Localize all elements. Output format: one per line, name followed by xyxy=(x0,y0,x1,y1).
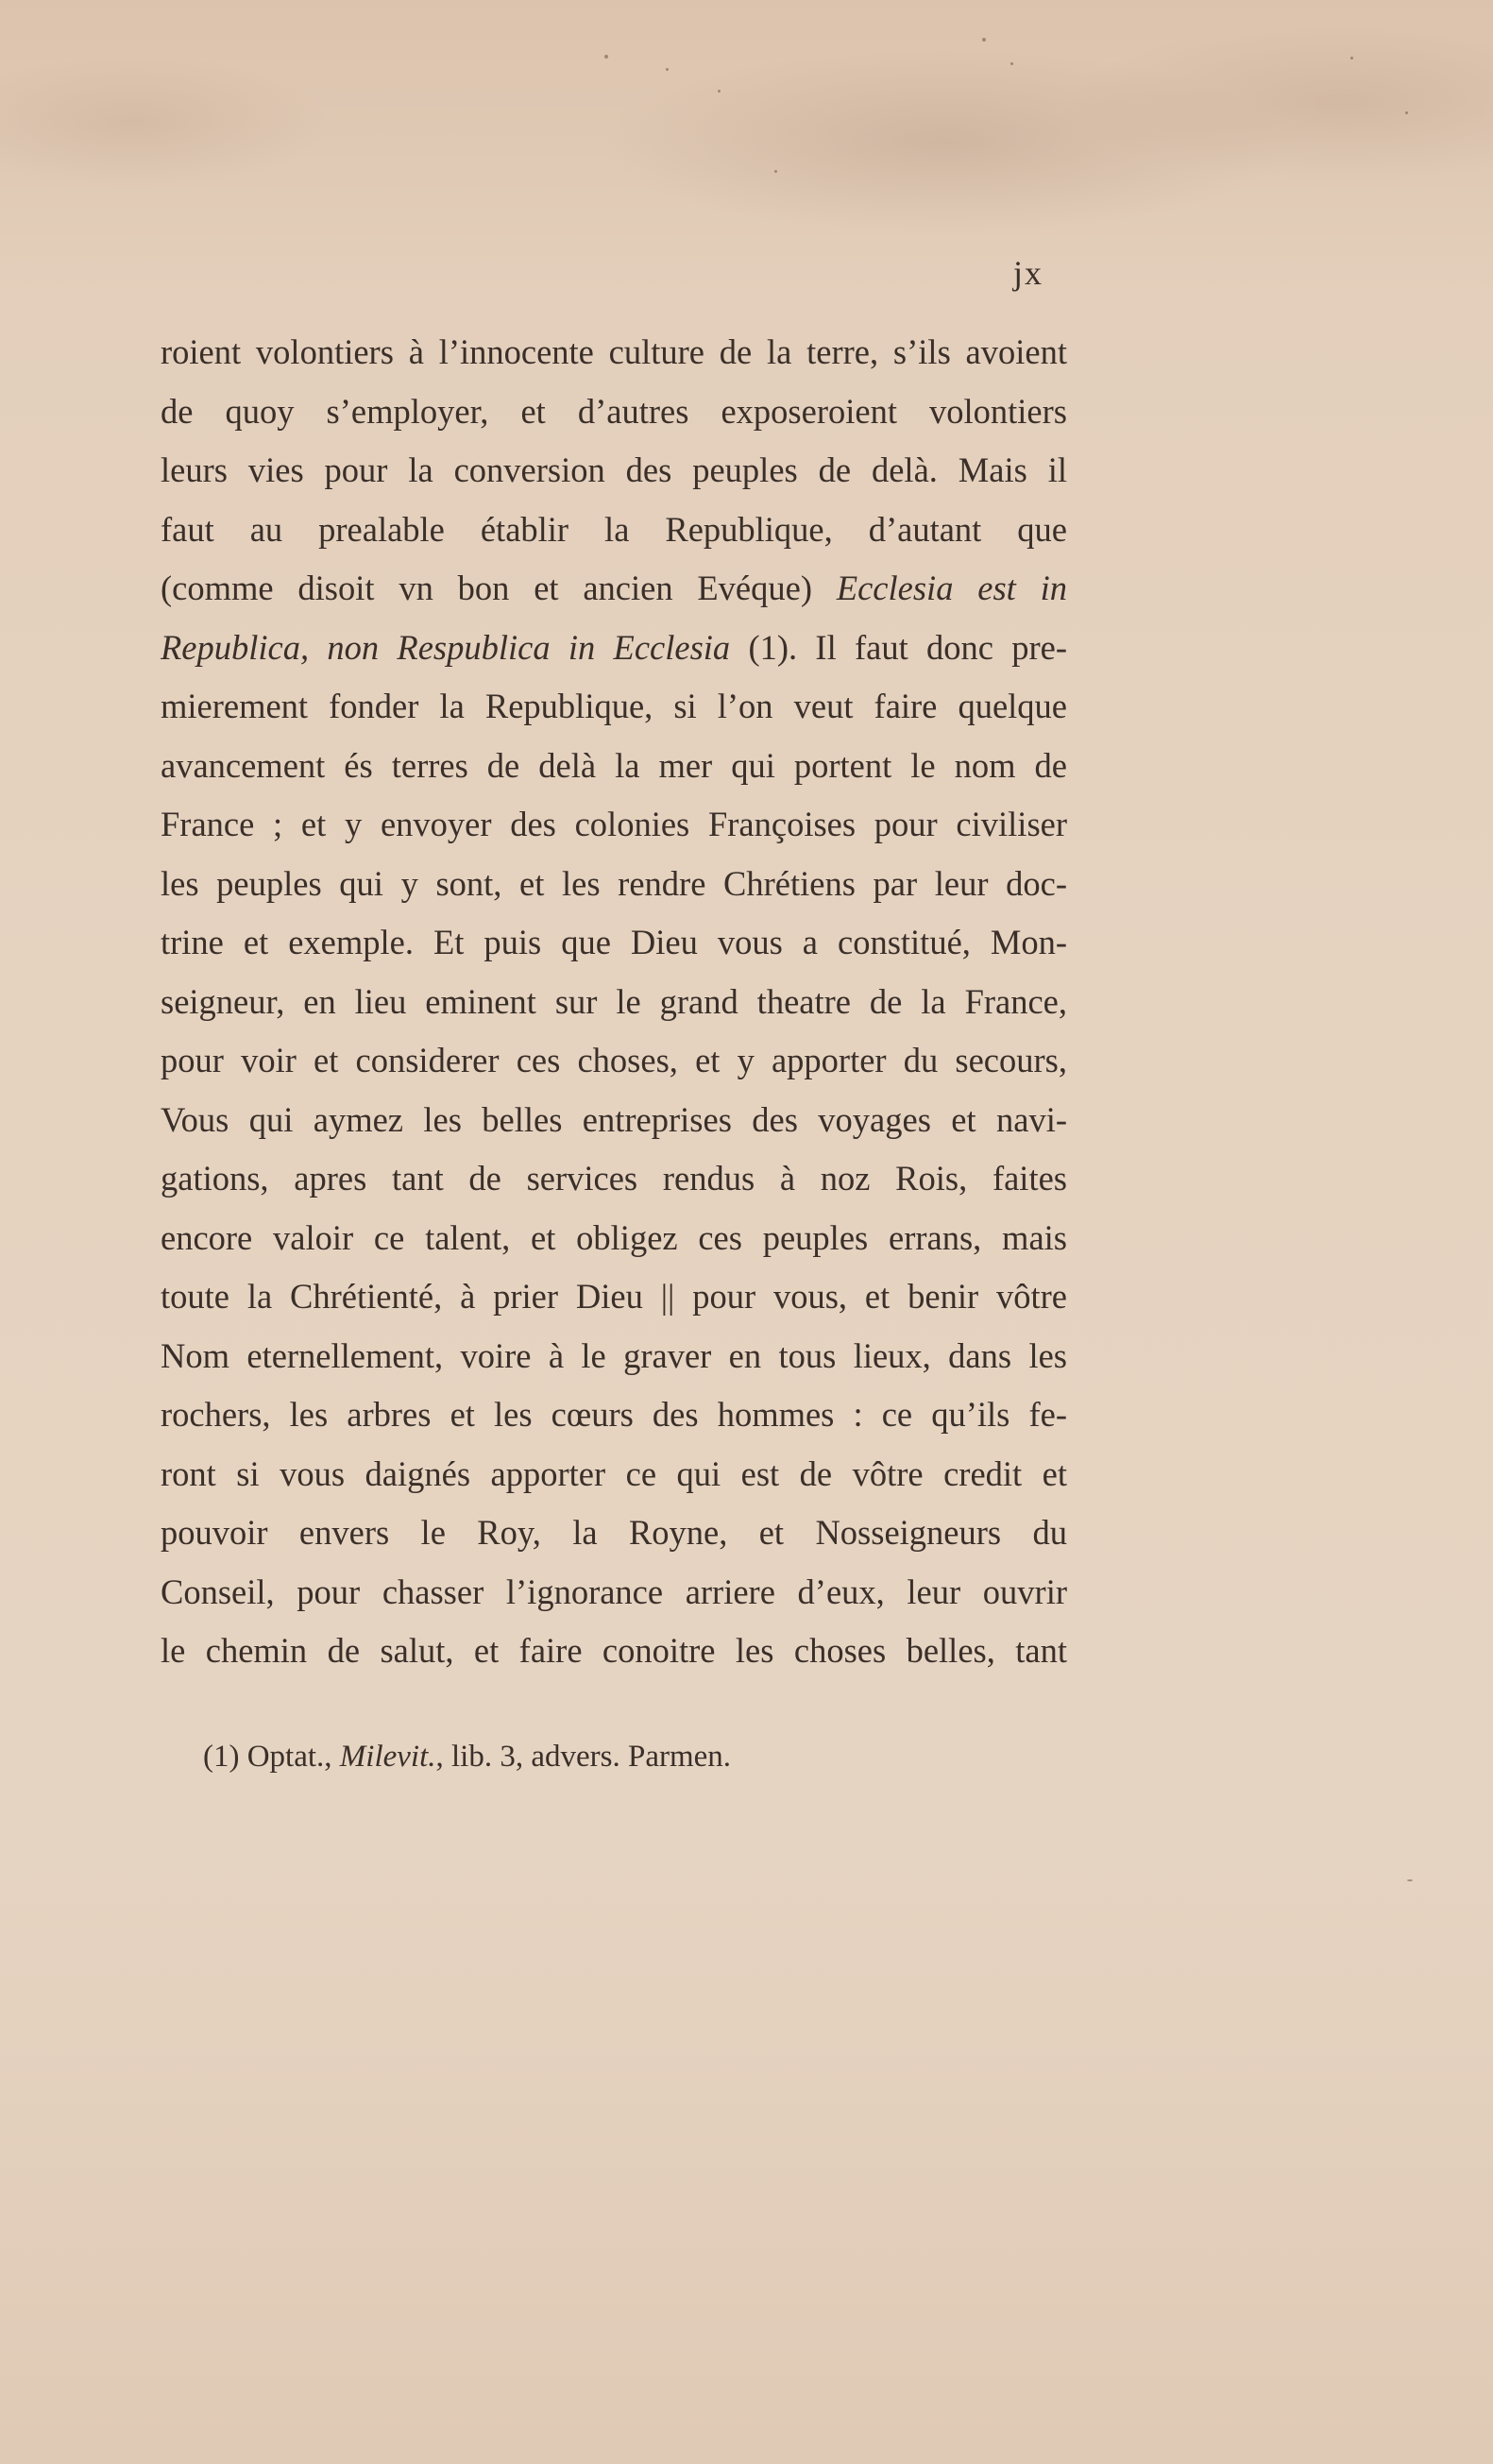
italic-text: Ecclesia est in xyxy=(836,569,1067,607)
text-line xyxy=(161,441,1067,501)
text-line xyxy=(161,913,1067,973)
text-segment: pouvoir envers le Roy, la Royne, et Nosseigneurs du xyxy=(161,1513,1067,1552)
text-segment: France ; et y envoyer des colonies Françoises pour civiliser xyxy=(161,805,1067,843)
paper-speck xyxy=(774,170,777,173)
text-line xyxy=(161,855,1067,914)
text-segment: avancement és terres de delà la mer qui portent le nom de xyxy=(161,745,1067,785)
text-line xyxy=(161,1563,1067,1623)
text-segment: le chemin de salut, et faire conoitre les choses belles, tant xyxy=(161,1631,1067,1670)
paper-speck xyxy=(1407,1879,1413,1881)
text-line xyxy=(161,1327,1067,1386)
text-segment: encore valoir ce talent, et obligez ces peuples errans, mais xyxy=(161,1217,1067,1257)
text-line xyxy=(161,382,1067,442)
text-line xyxy=(161,1031,1067,1091)
paper-speck xyxy=(718,90,721,93)
paper-speck xyxy=(1010,62,1013,65)
text-line xyxy=(161,1209,1067,1268)
text-line xyxy=(161,501,1067,560)
text-line xyxy=(161,323,1067,382)
text-line xyxy=(161,1445,1067,1504)
footnote-text: , lib. 3, advers. Parmen. xyxy=(435,1740,732,1774)
text-line xyxy=(161,619,1067,678)
text-segment: roient volontiers à l’innocente culture de la terre, s’ils avoient xyxy=(161,332,1067,371)
text-line xyxy=(161,677,1067,737)
text-line xyxy=(161,1622,1067,1681)
text-segment: gations, apres tant de services rendus à noz Rois, faites xyxy=(161,1159,1067,1198)
footnote xyxy=(203,1736,731,1777)
text-segment: seigneur, en lieu eminent sur le grand theatre de la France, xyxy=(161,981,1067,1021)
paper-speck xyxy=(604,55,608,59)
text-segment: toute la Chrétienté, à prier Dieu || pour vous, et benir vôtre xyxy=(161,1277,1067,1316)
text-line xyxy=(161,1267,1067,1327)
text-segment: mierement fonder la Republique, si l’on veut faire quelque xyxy=(161,687,1067,725)
text-line xyxy=(161,559,1067,619)
italic-text: Republica, non Respublica in Ecclesia xyxy=(161,627,731,667)
footnote-italic-text: Milevit. xyxy=(339,1740,436,1774)
paper-speck xyxy=(1405,111,1408,114)
text-segment: Vous qui aymez les belles entreprises des voyages et navi- xyxy=(161,1099,1067,1139)
text-line xyxy=(161,973,1067,1032)
page-number: jx xyxy=(1013,254,1044,292)
text-segment: leurs vies pour la conversion des peuples de delà. Mais il xyxy=(161,450,1067,489)
text-line xyxy=(161,795,1067,855)
text-segment: ront si vous daignés apporter ce qui est de vôtre credit et xyxy=(161,1453,1067,1493)
footnote-text: (1) Optat., xyxy=(203,1740,340,1774)
text-segment: trine et exemple. Et puis que Dieu vous a constitué, Mon- xyxy=(161,923,1067,961)
text-segment: pour voir et considerer ces choses, et y apporter du secours, xyxy=(161,1041,1067,1079)
paper-speck xyxy=(666,68,669,71)
text-line xyxy=(161,1091,1067,1150)
text-segment: (comme disoit vn bon et ancien Evéque) xyxy=(161,569,837,607)
text-segment: Nom eternellement, voire à le graver en tous lieux, dans les xyxy=(161,1335,1067,1375)
text-segment: Conseil, pour chasser l’ignorance arriere d’eux, leur ouvrir xyxy=(161,1572,1067,1611)
text-segment: les peuples qui y sont, et les rendre Chrétiens par leur doc- xyxy=(161,863,1067,903)
text-segment: de quoy s’employer, et d’autres exposeroient volontiers xyxy=(161,391,1067,431)
text-segment: rochers, les arbres et les cœurs des hommes : ce qu’ils fe- xyxy=(161,1395,1067,1434)
body-text xyxy=(161,323,1067,1681)
text-line xyxy=(161,1504,1067,1563)
text-segment: faut au prealable établir la Republique, d’autant que xyxy=(161,509,1067,549)
text-line xyxy=(161,737,1067,796)
paper-speck xyxy=(982,38,986,42)
text-segment: (1). Il faut donc pre- xyxy=(730,627,1067,667)
text-line xyxy=(161,1385,1067,1445)
text-line xyxy=(161,1149,1067,1209)
paper-speck xyxy=(1350,57,1353,59)
